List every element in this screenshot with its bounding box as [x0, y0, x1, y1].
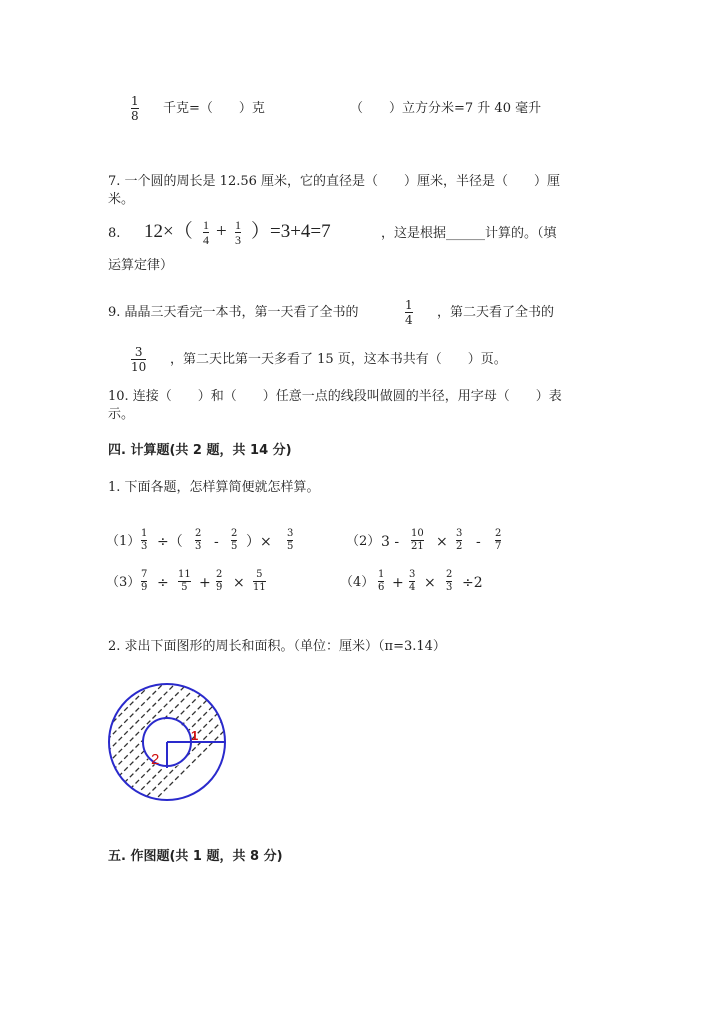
fraction-numerator: 1 — [405, 298, 413, 312]
fraction-numerator: 1 — [131, 94, 139, 108]
fraction-numerator: 1 — [141, 528, 148, 539]
fraction-numerator: 3 — [134, 345, 143, 359]
fraction-denominator: 5 — [231, 541, 238, 552]
fraction-one-quarter — [405, 298, 413, 327]
problem-label: （3） — [106, 575, 141, 590]
fraction-numerator: 1 — [235, 218, 241, 232]
fraction-denominator: 7 — [495, 541, 502, 552]
fraction-denominator: 2 — [456, 541, 463, 552]
leading-term: 3 - — [381, 534, 400, 550]
fraction — [195, 528, 201, 553]
fraction-denominator: 5 — [287, 541, 294, 552]
fraction — [231, 528, 237, 553]
fraction — [141, 569, 147, 594]
fraction — [378, 569, 384, 594]
plus-operator: + — [392, 575, 404, 591]
fraction — [178, 569, 191, 594]
fraction-denominator: 10 — [131, 360, 147, 374]
question-8-tail: ，这是根据______计算的。（填 — [381, 226, 557, 241]
question-8-expr-end: ）=3+4=7 — [251, 221, 331, 242]
fraction-numerator: 2 — [231, 528, 238, 539]
fraction-denominator: 9 — [141, 582, 148, 593]
question-8-label: 8. — [108, 226, 121, 241]
kg-to-g-blank: 千克=（ ）克 — [163, 101, 265, 116]
times-operator: × — [436, 534, 448, 550]
plus-sign: + — [216, 221, 227, 242]
times-operator: × — [424, 575, 436, 591]
fraction-numerator: 3 — [456, 528, 463, 539]
fraction-numerator: 2 — [216, 569, 223, 580]
fraction-denominator: 9 — [216, 582, 223, 593]
fraction-denominator: 11 — [253, 582, 266, 593]
fraction — [446, 569, 452, 594]
question-9-line1: 9. 晶晶三天看完一本书，第一天看了全书的 — [108, 305, 359, 320]
fraction-three-tenths — [131, 345, 146, 374]
fraction-numerator: 2 — [446, 569, 453, 580]
calc-2-prompt: 2. 求出下面图形的周长和面积。（单位：厘米）（π=3.14） — [108, 639, 446, 654]
ring-width-label: 1 — [191, 728, 199, 743]
fraction-denominator: 4 — [409, 582, 416, 593]
problem-label: （1） — [106, 534, 141, 549]
fraction-denominator: 5 — [181, 582, 188, 593]
fraction-denominator: 8 — [131, 109, 139, 123]
question-8-line2: 运算定律） — [108, 258, 174, 273]
fraction-numerator: 7 — [141, 569, 148, 580]
fraction-denominator: 6 — [378, 582, 385, 593]
fraction-numerator: 3 — [287, 528, 294, 539]
fraction-one-eighth — [131, 94, 139, 123]
fraction — [409, 569, 415, 594]
fraction-one-third — [235, 218, 241, 247]
question-8-expr-start: 12×（ — [144, 221, 193, 242]
plus-operator: + — [199, 575, 211, 591]
question-10-line1: 10. 连接（ ）和（ ）任意一点的线段叫做圆的半径，用字母（ ）表 — [108, 389, 562, 404]
calc-1-prompt: 1. 下面各题，怎样算简便就怎样算。 — [108, 480, 320, 495]
question-7-line1: 7. 一个圆的周长是 12.56 厘米，它的直径是（ ）厘米，半径是（ ）厘 — [108, 174, 561, 189]
fraction — [411, 528, 424, 553]
fraction-denominator: 3 — [235, 233, 241, 247]
fraction-denominator: 21 — [411, 541, 424, 552]
fraction-numerator: 1 — [203, 218, 209, 232]
paren-times-operator: ）× — [246, 534, 272, 550]
question-10-line2: 示。 — [108, 407, 135, 422]
fraction-denominator: 4 — [203, 233, 209, 247]
fraction-numerator: 3 — [409, 569, 416, 580]
section-4-title: 四. 计算题(共 2 题，共 14 分) — [108, 443, 292, 458]
fraction — [287, 528, 293, 553]
fraction-denominator: 3 — [195, 541, 202, 552]
fraction-denominator: 3 — [141, 541, 148, 552]
divide-two-operator: ÷2 — [462, 575, 483, 591]
minus-operator: - — [214, 534, 219, 550]
section-5-title: 五. 作图题(共 1 题，共 8 分) — [108, 849, 283, 864]
divide-paren-operator: ÷（ — [157, 534, 183, 550]
fraction-numerator: 1 — [378, 569, 385, 580]
fraction-denominator: 4 — [405, 313, 413, 327]
fraction-numerator: 2 — [195, 528, 202, 539]
fraction — [456, 528, 462, 553]
fraction — [141, 528, 147, 553]
fraction-one-quarter — [203, 218, 209, 247]
fraction — [495, 528, 501, 553]
dm3-to-liters-blank: （ ）立方分米=7 升 40 毫升 — [350, 101, 542, 116]
question-9-line2: ，第二天比第一天多看了 15 页，这本书共有（ ）页。 — [170, 352, 507, 367]
divide-operator: ÷ — [157, 575, 169, 591]
inner-radius-label: 2 — [151, 751, 160, 768]
times-operator: × — [233, 575, 245, 591]
fraction-numerator: 10 — [411, 528, 424, 539]
fraction — [253, 569, 266, 594]
fraction-denominator: 3 — [446, 582, 453, 593]
question-9-mid: ，第二天看了全书的 — [437, 305, 555, 320]
fraction-numerator: 5 — [256, 569, 263, 580]
problem-label: （2） — [346, 534, 381, 549]
annulus-figure — [105, 680, 229, 804]
problem-label: （4） — [340, 575, 375, 590]
fraction-numerator: 11 — [178, 569, 191, 580]
fraction-numerator: 2 — [495, 528, 502, 539]
question-7-line2: 米。 — [108, 192, 135, 207]
minus-operator: - — [476, 534, 481, 550]
fraction — [216, 569, 222, 594]
